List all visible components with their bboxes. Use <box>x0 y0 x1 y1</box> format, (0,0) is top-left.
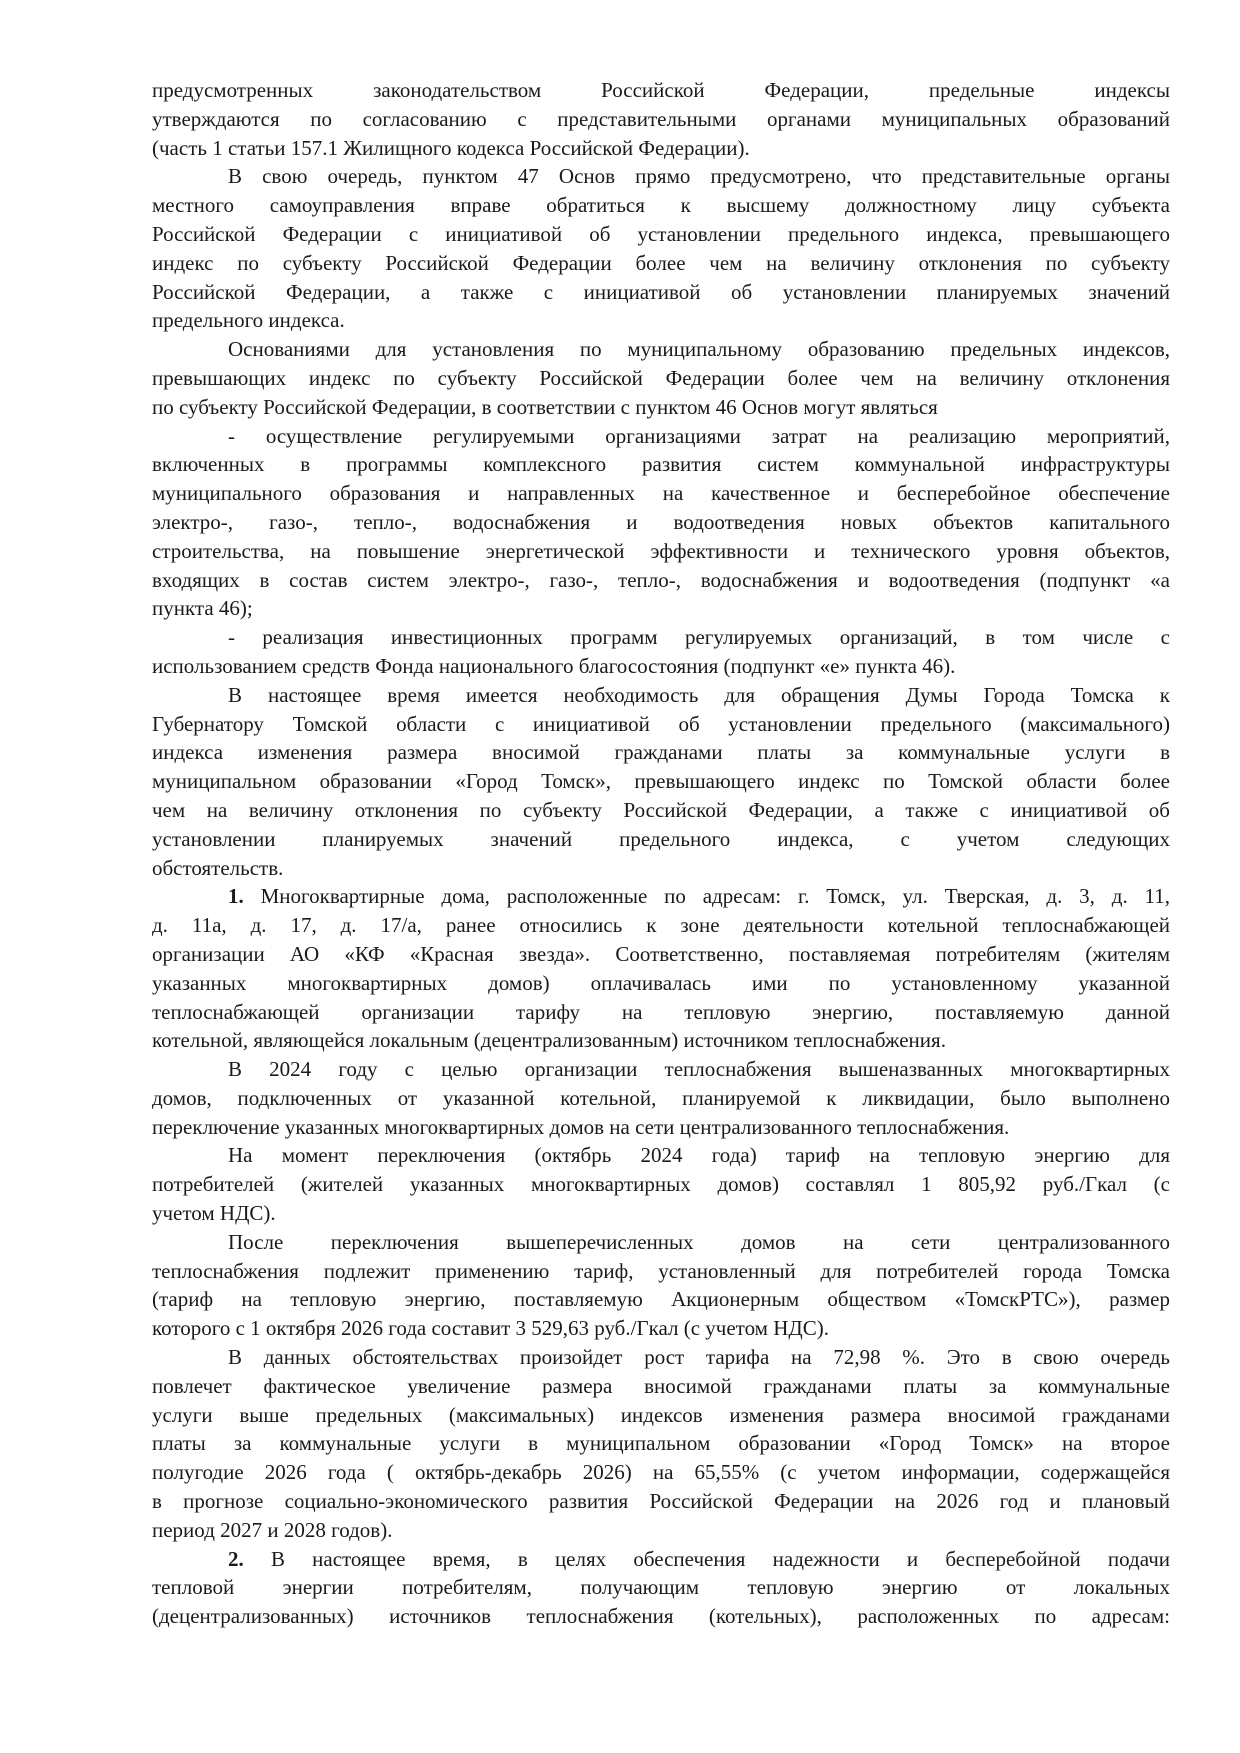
paragraph <box>152 1141 1170 1227</box>
line-text: муниципального образования и направленных на качественное и бесперебойное обеспечение <box>152 481 1170 506</box>
line-text: услуги выше предельных (максимальных) индексов изменения размера вносимой гражданами <box>152 1402 1170 1427</box>
text-line <box>152 594 1170 623</box>
paragraph <box>152 162 1170 335</box>
line-text: строительства, на повышение энергетической эффективности и технического уровня объектов, <box>152 538 1170 563</box>
paragraph <box>152 681 1170 883</box>
line-text: котельной, являющейся локальным (децентрализованным) источником теплоснабжения. <box>152 1028 946 1053</box>
line-text: предусмотренных законодательством Российской Федерации, предельные индексы <box>152 78 1170 102</box>
line-text: в прогнозе социально-экономического развития Российской Федерации на 2026 год и плановый <box>152 1489 1170 1514</box>
line-text: местного самоуправления вправе обратиться к высшему должностному лицу субъекта <box>152 193 1170 218</box>
line-text: В настоящее время, в целях обеспечения надежности и бесперебойной подачи <box>270 1546 1171 1571</box>
line-text: теплоснабжения подлежит применению тариф, установленный для потребителей города Томска <box>152 1258 1170 1283</box>
text-line <box>152 393 1170 422</box>
paragraph <box>152 76 1170 162</box>
text-line <box>152 1372 1170 1401</box>
text-line <box>152 1084 1170 1113</box>
text-line <box>152 1487 1170 1516</box>
text-line <box>152 1516 1170 1545</box>
line-text: На момент переключения (октябрь 2024 года) тариф на тепловую энергию для <box>228 1143 1170 1168</box>
line-text: потребителей (жителей указанных многоквартирных домов) составлял 1 805,92 руб./Гкал (с <box>152 1172 1170 1197</box>
line-text: (тариф на тепловую энергию, поставляемую Акционерным обществом «ТомскРТС»), размер <box>152 1287 1170 1312</box>
text-line <box>152 1343 1170 1372</box>
line-text: (децентрализованных) источников теплоснабжения (котельных), расположенных по адресам: <box>152 1604 1170 1629</box>
text-line <box>152 1573 1170 1602</box>
text-line <box>152 1314 1170 1343</box>
line-text: Российской Федерации с инициативой об установлении предельного индекса, превышающего <box>152 221 1170 246</box>
text-line <box>152 191 1170 220</box>
line-text: - осуществление регулируемыми организациями затрат на реализацию мероприятий, <box>228 423 1170 448</box>
text-line <box>152 220 1170 249</box>
text-line <box>152 1401 1170 1430</box>
text-line <box>152 1026 1170 1055</box>
line-text: которого с 1 октября 2026 года составит 3 529,63 руб./Гкал (с учетом НДС). <box>152 1316 829 1341</box>
text-line <box>152 1429 1170 1458</box>
text-line <box>152 450 1170 479</box>
line-text: тепловой энергии потребителям, получающим тепловую энергию от локальных <box>152 1575 1170 1600</box>
text-line <box>152 1545 1170 1574</box>
line-text: превышающих индекс по субъекту Российской Федерации более чем на величину отклонения <box>152 365 1170 390</box>
text-line <box>152 566 1170 595</box>
text-line <box>152 1602 1170 1631</box>
line-text: утверждаются по согласованию с представительными органами муниципальных образований <box>152 106 1170 131</box>
line-text: После переключения вышеперечисленных домов на сети централизованного <box>228 1229 1170 1254</box>
text-line <box>152 1170 1170 1199</box>
line-text: Губернатору Томской области с инициативой об установлении предельного (максимального) <box>152 711 1170 736</box>
text-line <box>152 1199 1170 1228</box>
text-line <box>152 1141 1170 1170</box>
paragraph <box>152 335 1170 421</box>
text-line <box>152 134 1170 163</box>
paragraph <box>152 1545 1170 1631</box>
text-line <box>152 738 1170 767</box>
line-text: предельного индекса. <box>152 308 345 333</box>
line-text: переключение указанных многоквартирных домов на сети централизованного теплоснабжения. <box>152 1114 1010 1139</box>
line-text: учетом НДС). <box>152 1201 276 1226</box>
line-text: Многоквартирные дома, расположенные по адресам: г. Томск, ул. Тверская, д. 3, д. 11, <box>260 884 1171 909</box>
line-text: включенных в программы комплексного развития систем коммунальной инфраструктуры <box>152 452 1170 477</box>
line-text: индекс по субъекту Российской Федерации более чем на величину отклонения по субъекту <box>152 250 1170 275</box>
line-text: установлении планируемых значений предельного индекса, с учетом следующих <box>152 826 1170 851</box>
line-text: пункта 46); <box>152 596 253 621</box>
document-page <box>152 76 1170 1631</box>
line-text: платы за коммунальные услуги в муниципальном образовании «Город Томск» на второе <box>152 1431 1170 1456</box>
line-text: домов, подключенных от указанной котельной, планируемой к ликвидации, было выполнено <box>152 1085 1170 1110</box>
text-line <box>152 998 1170 1027</box>
paragraph <box>152 1055 1170 1141</box>
line-text: теплоснабжающей организации тарифу на тепловую энергию, поставляемую данной <box>152 999 1170 1024</box>
text-line <box>152 767 1170 796</box>
text-line <box>152 710 1170 739</box>
text-line <box>152 825 1170 854</box>
line-text: (часть 1 статьи 157.1 Жилищного кодекса Российской Федерации). <box>152 135 750 160</box>
text-line <box>152 1285 1170 1314</box>
paragraph-number: 2. <box>228 1546 244 1571</box>
text-line <box>152 969 1170 998</box>
line-text: д. 11а, д. 17, д. 17/а, ранее относились к зоне деятельности котельной теплоснабжающей <box>152 913 1170 938</box>
line-text: обстоятельств. <box>152 855 284 880</box>
text-line <box>152 1055 1170 1084</box>
line-text: полугодие 2026 года ( октябрь-декабрь 2026) на 65,55% (с учетом информации, содержащейся <box>152 1460 1170 1485</box>
text-line <box>152 1228 1170 1257</box>
line-text: индекса изменения размера вносимой гражданами платы за коммунальные услуги в <box>152 740 1170 765</box>
text-line <box>152 508 1170 537</box>
line-text: повлечет фактическое увеличение размера вносимой гражданами платы за коммунальные <box>152 1373 1170 1398</box>
line-text: по субъекту Российской Федерации, в соответствии с пунктом 46 Основ могут являться <box>152 394 938 419</box>
paragraph <box>152 1343 1170 1545</box>
text-line <box>152 76 1170 105</box>
paragraph-number: 1. <box>228 884 244 909</box>
text-line <box>152 105 1170 134</box>
text-line <box>152 1458 1170 1487</box>
line-text: чем на величину отклонения по субъекту Российской Федерации, а также с инициативой об <box>152 797 1170 822</box>
paragraph <box>152 422 1170 624</box>
text-line <box>152 854 1170 883</box>
line-text: входящих в состав систем электро-, газо-, тепло-, водоснабжения и водоотведения (подпункт «а <box>152 567 1170 592</box>
line-text: В свою очередь, пунктом 47 Основ прямо предусмотрено, что представительные органы <box>228 164 1170 189</box>
text-line <box>152 796 1170 825</box>
line-text: В настоящее время имеется необходимость для обращения Думы Города Томска к <box>228 682 1170 707</box>
line-text: В 2024 году с целью организации теплоснабжения вышеназванных многоквартирных <box>228 1057 1170 1082</box>
text-line <box>152 652 1170 681</box>
text-line <box>152 364 1170 393</box>
text-line <box>152 623 1170 652</box>
text-line <box>152 882 1170 911</box>
text-line <box>152 335 1170 364</box>
line-text: В данных обстоятельствах произойдет рост тарифа на 72,98 %. Это в свою очередь <box>228 1345 1170 1370</box>
paragraph <box>152 623 1170 681</box>
line-text: электро-, газо-, тепло-, водоснабжения и водоотведения новых объектов капитального <box>152 509 1170 534</box>
text-line <box>152 681 1170 710</box>
text-line <box>152 1257 1170 1286</box>
text-line <box>152 306 1170 335</box>
text-line <box>152 537 1170 566</box>
line-text: период 2027 и 2028 годов). <box>152 1517 393 1542</box>
text-line <box>152 479 1170 508</box>
text-line <box>152 422 1170 451</box>
line-text: - реализация инвестиционных программ регулируемых организаций, в том числе с <box>228 625 1170 650</box>
text-line <box>152 162 1170 191</box>
line-text: использованием средств Фонда национального благосостояния (подпункт «е» пункта 46). <box>152 653 956 678</box>
line-text: организации АО «КФ «Красная звезда». Соответственно, поставляемая потребителям (жителям <box>152 941 1170 966</box>
text-line <box>152 1113 1170 1142</box>
paragraph <box>152 1228 1170 1343</box>
line-text: Основаниями для установления по муниципальному образованию предельных индексов, <box>228 337 1170 362</box>
text-line <box>152 940 1170 969</box>
paragraph <box>152 882 1170 1055</box>
text-line <box>152 911 1170 940</box>
line-text: Российской Федерации, а также с инициативой об установлении планируемых значений <box>152 279 1170 304</box>
text-line <box>152 278 1170 307</box>
line-text: указанных многоквартирных домов) оплачивалась ими по установленному указанной <box>152 970 1170 995</box>
text-line <box>152 249 1170 278</box>
line-text: муниципальном образовании «Город Томск», превышающего индекс по Томской области более <box>152 769 1170 794</box>
